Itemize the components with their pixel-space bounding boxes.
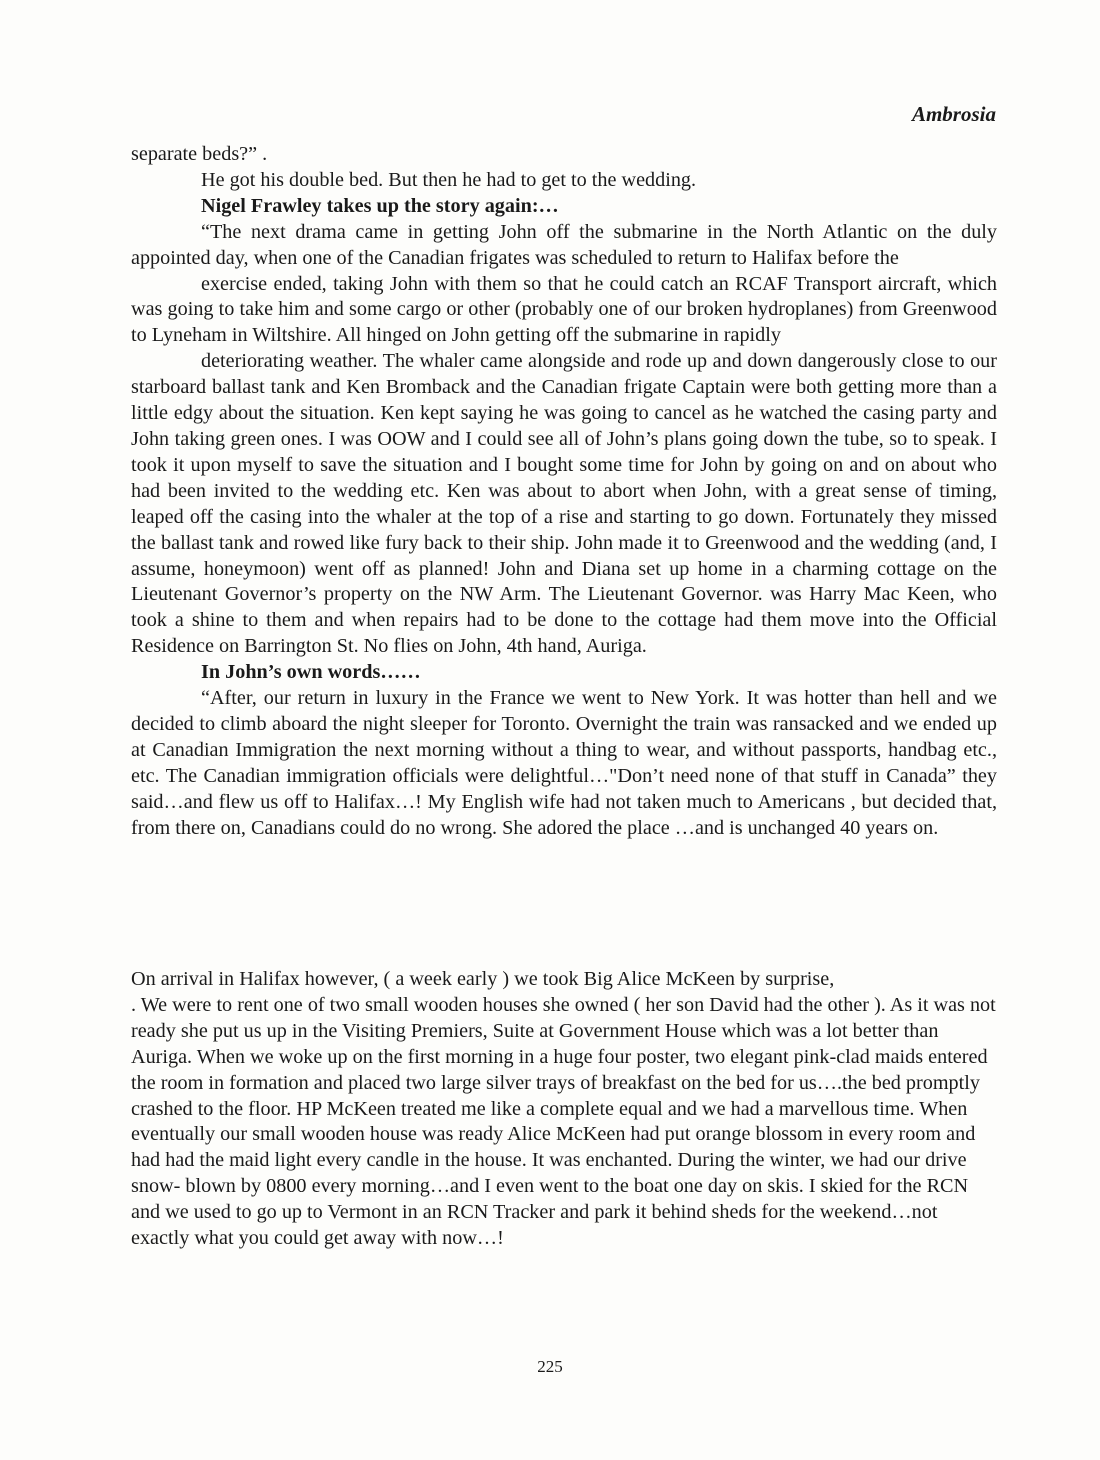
paragraph-deteriorating-weather: deteriorating weather. The whaler came alongside and rode up and down dangerously close to our starboard ballast tank and Ken Bromback and the Canadian frigate Captain were both getting more than a little edgy about the situation. Ken kept saying he was going to cancel as he watched the casing party and John taking green ones. I was OOW and I could see all of John’s plans going down the tube, so to speak. I took it upon myself to save the situation and I bought some time for John by going on and on about who had been invited to the wedding etc. Ken was about to abort when John, with a great sense of timing, leaped off the casing into the whaler at the top of a rise and starting to go down. Fortunately they missed the ballast tank and rowed like fury back to their ship. John made it to Greenwood and the wedding (and, I assume, honeymoon) went off as planned! John and Diana set up home in a charming cottage on the Lieutenant Governor’s property on the NW Arm. The Lieutenant Governor. was Harry Mac Keen, who took a shine to them and when repairs had to be done to the cottage had them move into the Official Residence on Barrington St. No flies on John, 4th hand, Auriga. bbox=[131, 350, 997, 658]
paragraph-arrival: On arrival in Halifax however, ( a week early ) we took Big Alice McKeen by surprise, bbox=[131, 968, 835, 990]
paragraph-double-bed: He got his double bed. But then he had to get to the wedding. bbox=[201, 168, 697, 191]
paragraph-exercise-ended: exercise ended, taking John with them so that he could catch an RCAF Transport aircraft, which was going to take him and some cargo or other (probably one of our broken hydroplanes) from Greenwood to Lyneham in Wiltshire. All hinged on John getting off the submarine in rapidly bbox=[131, 272, 997, 347]
body-text bbox=[131, 142, 997, 841]
heading-johns-own-words: In John’s own words…… bbox=[201, 661, 421, 684]
section-arrival-halifax bbox=[131, 967, 997, 1252]
running-head: Ambrosia bbox=[911, 102, 996, 126]
paragraph-wooden-houses: . We were to rent one of two small wooden houses she owned ( her son David had the other ). As it was not ready she put us up in the Visiting Premiers, Suite at Government House which was a lot better than Auriga. When we woke up on the first morning in a huge four poster, two elegant pink-clad maids entered the room in formation and placed two large silver trays of breakfast on the bed for us….the bed promptly crashed to the floor. HP McKeen treated me like a complete equal and we had a marvellous time. When eventually our small wooden house was ready Alice McKeen had put orange blossom in every room and had had the maid light every candle in the house. It was enchanted. During the winter, we had our drive snow- blown by 0800 every morning…and I even went to the boat one day on skis. I skied for the RCN and we used to go up to Vermont in an RCN Tracker and park it behind sheds for the weekend…not exactly what you could get away with now…! bbox=[131, 993, 996, 1250]
heading-nigel-frawley: Nigel Frawley takes up the story again:… bbox=[201, 194, 559, 217]
page-number: 225 bbox=[537, 1357, 563, 1376]
paragraph-continuation: separate beds?” . bbox=[131, 143, 268, 165]
paragraph-return-in-luxury: “After, our return in luxury in the France we went to New York. It was hotter than hell and we decided to climb aboard the night sleeper for Toronto. Overnight the train was ransacked and we ended up at Canadian Immigration the next morning without a thing to wear, and without passports, handbag etc., etc. The Canadian immigration officials were delightful…"Don’t need none of that stuff in Canada” they said…and flew us off to Halifax…! My English wife had not taken much to Americans , but decided that, from there on, Canadians could do no wrong. She adored the place …and is unchanged 40 years on. bbox=[131, 687, 997, 839]
paragraph-next-drama: “The next drama came in getting John off the submarine in the North Atlantic on the duly appointed day, when one of the Canadian frigates was scheduled to return to Halifax before the bbox=[131, 220, 997, 269]
